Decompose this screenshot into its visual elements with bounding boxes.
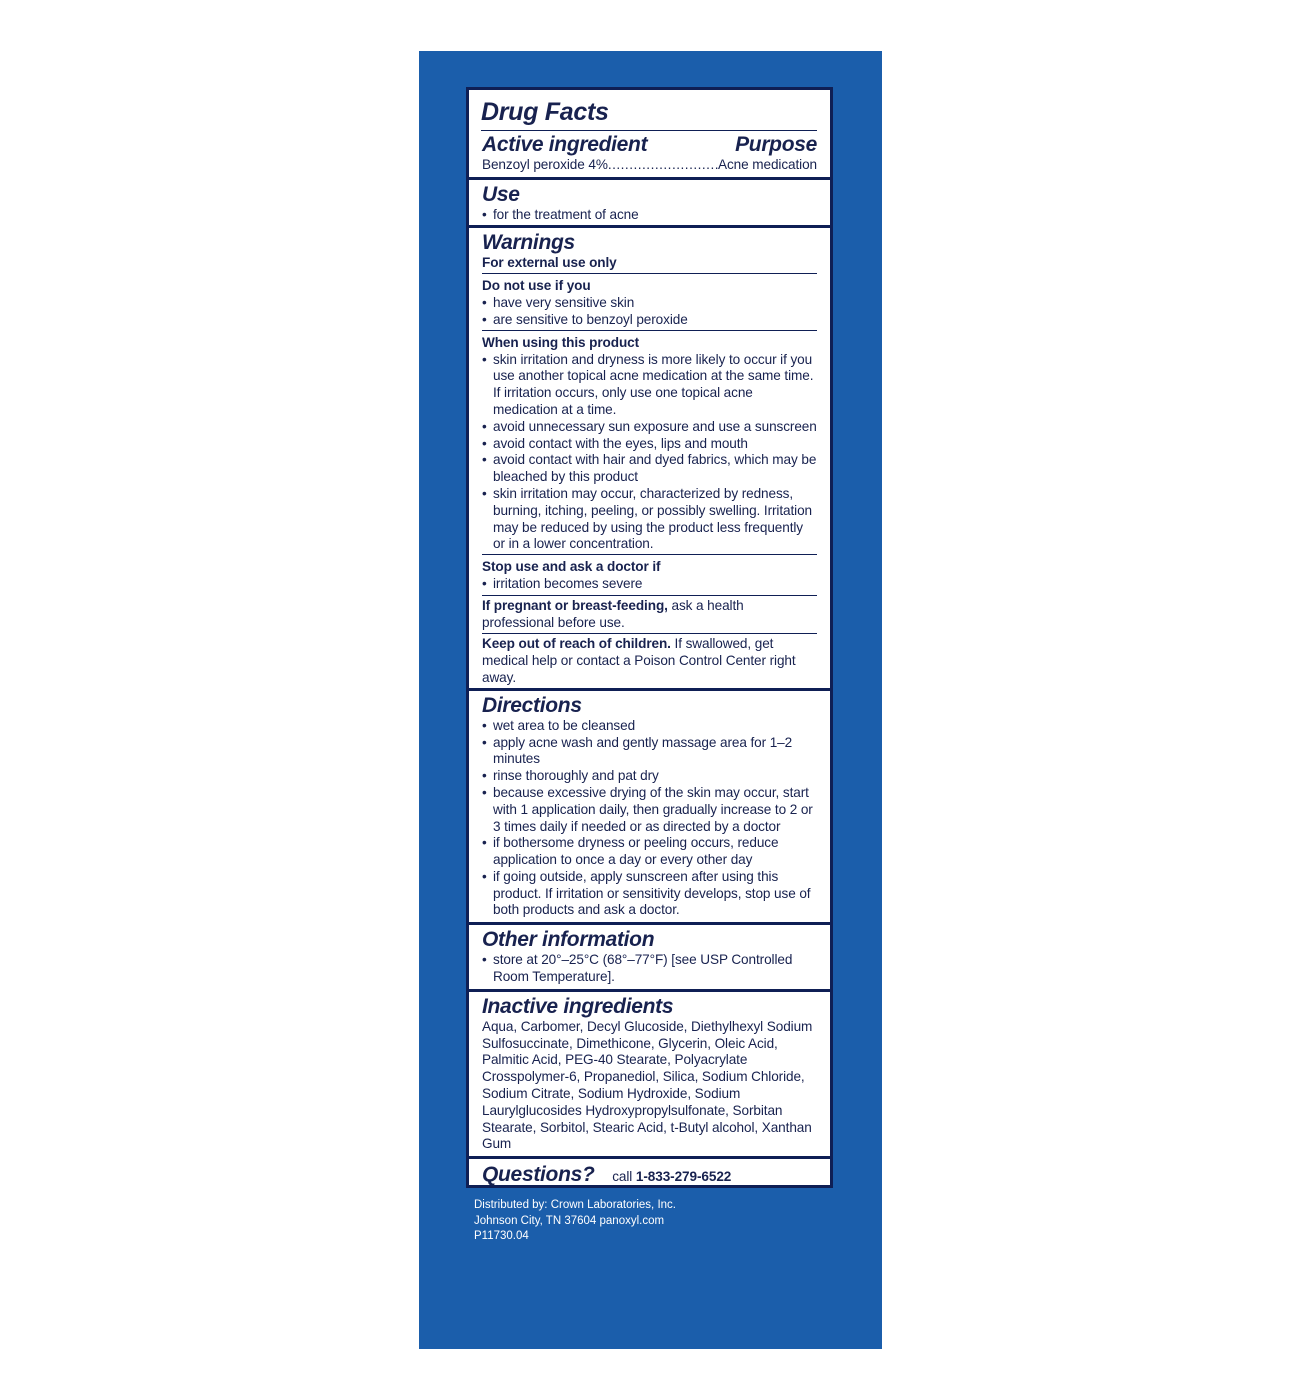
active-ingredient-section [469,90,830,180]
list-item: • for the treatment of acne [482,207,817,224]
use-heading: Use [482,182,520,206]
distributor-line: Distributed by: Crown Laboratories, Inc. [474,1199,676,1211]
other-information-section [469,925,830,992]
purpose-heading: Purpose [735,133,817,156]
list-item: • avoid unnecessary sun exposure and use a sunscreen [482,419,817,436]
external-use-text: For external use only [482,255,817,275]
drug-facts-title: Drug Facts [481,98,817,131]
list-item: • because excessive drying of the skin may occur, start with 1 application daily, then gradually increase to 2 or 3 times daily if needed or as directed by a doctor [482,785,817,835]
children-text: If swallowed, get medical help or contact a Poison Control Center right away. [482,636,796,685]
children-warning [482,636,817,686]
do-not-use-block [482,278,817,330]
questions-section [469,1159,830,1191]
when-using-heading: When using this product [482,334,640,350]
stop-use-heading: Stop use and ask a doctor if [482,559,661,575]
address-line: Johnson City, TN 37604 panoxyl.com [474,1214,665,1227]
dot-leader [608,157,718,174]
use-list [482,207,817,224]
directions-section [469,691,830,926]
ingredient-purpose: Acne medication [718,157,817,172]
list-item: • if bothersome dryness or peeling occurs, reduce application to once a day or every other day [482,835,817,869]
list-item: • irritation becomes severe [482,576,817,593]
list-item: • store at 20°–25°C (68°–77°F) [see USP Controlled Room Temperature]. [482,952,817,986]
questions-heading: Questions? [482,1163,595,1187]
pregnancy-warning [482,598,817,635]
list-item: • apply acne wash and gently massage area for 1–2 minutes [482,735,817,769]
stop-use-block [482,559,817,596]
list-item: • are sensitive to benzoyl peroxide [482,312,817,329]
when-using-block [482,335,817,555]
product-code: P11730.04 [474,1230,529,1242]
inactive-ingredients-heading: Inactive ingredients [482,994,674,1018]
list-item: • if going outside, apply sunscreen after using this product. If irritation or sensitivity develops, stop use of both products and ask a doctor. [482,869,817,919]
list-item: • wet area to be cleansed [482,718,817,735]
use-section [469,180,830,228]
directions-list [482,718,817,920]
questions-call-label: call [612,1169,633,1185]
list-item: • rinse thoroughly and pat dry [482,768,817,785]
list-item: • have very sensitive skin [482,295,817,312]
directions-heading: Directions [482,693,582,717]
children-bold: Keep out of reach of children. [482,636,671,652]
drug-facts-label [466,87,833,1188]
inactive-ingredients-section [469,992,830,1159]
pregnancy-text: ask a health professional before use. [482,597,744,630]
ingredient-name: Benzoyl peroxide 4% [482,157,608,172]
inactive-ingredients-text: Aqua, Carbomer, Decyl Glucoside, Diethylhexyl Sodium Sulfosuccinate, Dimethicone, Glycerin, Oleic Acid, Palmitic Acid, PEG-40 Stearate, Polyacrylate Crosspolymer-6, Propanediol, Silica, Sodium Chloride, Sodium Citrate, Sodium Hydroxide, Sodium Laurylglucosides Hydroxypropylsulfonate, Sorbitan Stearate, Sorbitol, Stearic Acid, t-Butyl alcohol, Xanthan Gum [482,1018,813,1152]
active-ingredient-heading: Active ingredient [482,133,648,156]
pregnancy-bold: If pregnant or breast-feeding, [482,597,668,613]
do-not-use-heading: Do not use if you [482,278,591,294]
other-information-heading: Other information [482,928,655,952]
warnings-heading: Warnings [482,230,575,254]
distributor-info [474,1198,814,1245]
warnings-section [469,228,830,691]
list-item: • avoid contact with hair and dyed fabrics, which may be bleached by this product [482,452,817,486]
questions-phone: 1-833-279-6522 [635,1169,732,1185]
list-item: • avoid contact with the eyes, lips and mouth [482,436,817,453]
active-ingredient-row [482,157,817,174]
list-item: • skin irritation may occur, characterized by redness, burning, itching, peeling, or possibly swelling. Irritation may be reduced by using the product less frequently or in a lower concentration. [482,486,817,553]
list-item: • skin irritation and dryness is more likely to occur if you use another topical acne medication at the same time. If irritation occurs, only use one topical acne medication at a time. [482,352,817,419]
